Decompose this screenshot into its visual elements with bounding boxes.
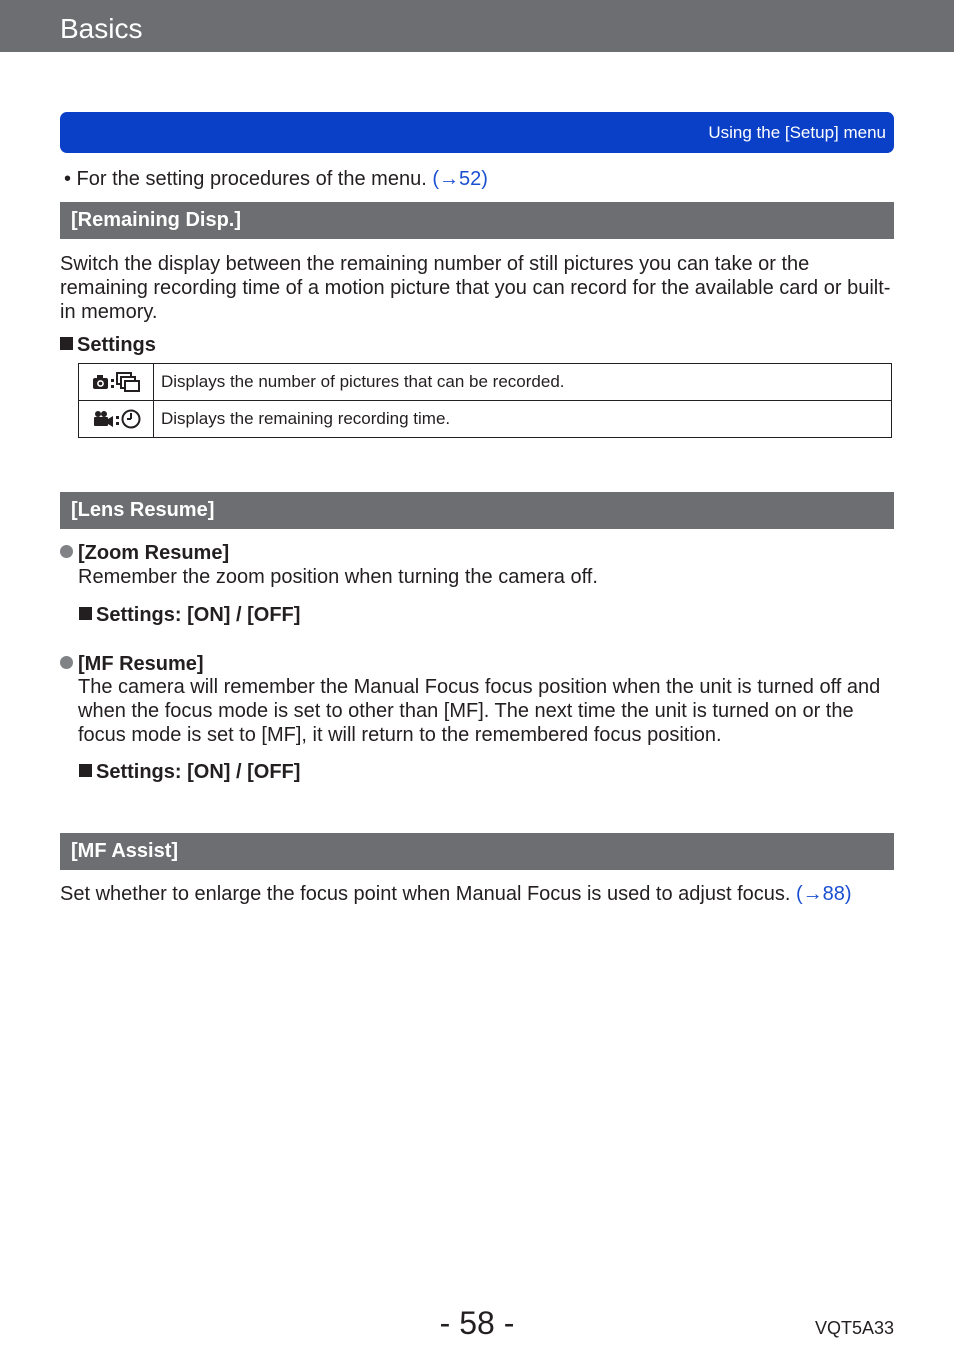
zoom-resume-body: Remember the zoom position when turning the camera off. xyxy=(78,566,598,588)
settings-heading-label: Settings xyxy=(77,334,156,356)
chapter-title: Basics xyxy=(60,13,143,44)
top-header-bar xyxy=(0,0,954,52)
square-bullet-icon xyxy=(79,607,92,620)
intro-text: • For the setting procedures of the menu. xyxy=(64,168,433,190)
zoom-resume-settings-label: Settings: [ON] / [OFF] xyxy=(96,604,301,626)
document-code: VQT5A33 xyxy=(814,1318,894,1338)
round-bullet-icon xyxy=(60,545,73,558)
round-bullet-icon xyxy=(60,656,73,669)
settings-row-text: Displays the number of pictures that can be recorded. xyxy=(154,364,892,401)
mf-assist-description xyxy=(60,882,894,906)
table-row xyxy=(79,364,892,401)
remaining-disp-heading: [Remaining Disp.] xyxy=(60,202,894,239)
settings-heading xyxy=(60,333,156,357)
camera-pictures-icon xyxy=(79,364,154,401)
banner-label: Using the [Setup] menu xyxy=(708,123,886,142)
square-bullet-icon xyxy=(60,337,73,350)
mf-assist-page-link[interactable]: (→88) xyxy=(796,883,852,905)
section-banner xyxy=(60,112,894,153)
page-number: - 58 - xyxy=(439,1305,515,1341)
zoom-resume-title xyxy=(60,541,229,565)
zoom-resume-settings xyxy=(79,603,300,627)
remaining-disp-description: Switch the display between the remaining number of still pictures you can take or the remaining recording time of a motion picture that you can record for the available card or built-in memory. xyxy=(60,253,891,323)
intro-line xyxy=(64,167,488,191)
intro-page-link[interactable]: (→52) xyxy=(432,168,488,190)
settings-row-text: Displays the remaining recording time. xyxy=(154,401,892,438)
mf-resume-settings-label: Settings: [ON] / [OFF] xyxy=(96,761,301,783)
mf-assist-heading: [MF Assist] xyxy=(60,833,894,870)
mf-resume-title xyxy=(60,652,204,676)
mf-resume-body: The camera will remember the Manual Focus focus position when the unit is turned off and when the focus mode is set to other than [MF]. The next time the unit is turned on or the focus mode is set to [MF], it will return to the remembered focus position. xyxy=(78,676,881,746)
mf-resume-settings xyxy=(79,760,300,784)
movie-time-icon xyxy=(79,401,154,438)
zoom-resume-label: [Zoom Resume] xyxy=(78,542,230,564)
settings-table xyxy=(78,363,892,438)
mf-resume-label: [MF Resume] xyxy=(78,653,204,675)
square-bullet-icon xyxy=(79,764,92,777)
table-row xyxy=(79,401,892,438)
lens-resume-heading: [Lens Resume] xyxy=(60,492,894,529)
mf-assist-text: Set whether to enlarge the focus point when Manual Focus is used to adjust focus. xyxy=(60,883,796,905)
